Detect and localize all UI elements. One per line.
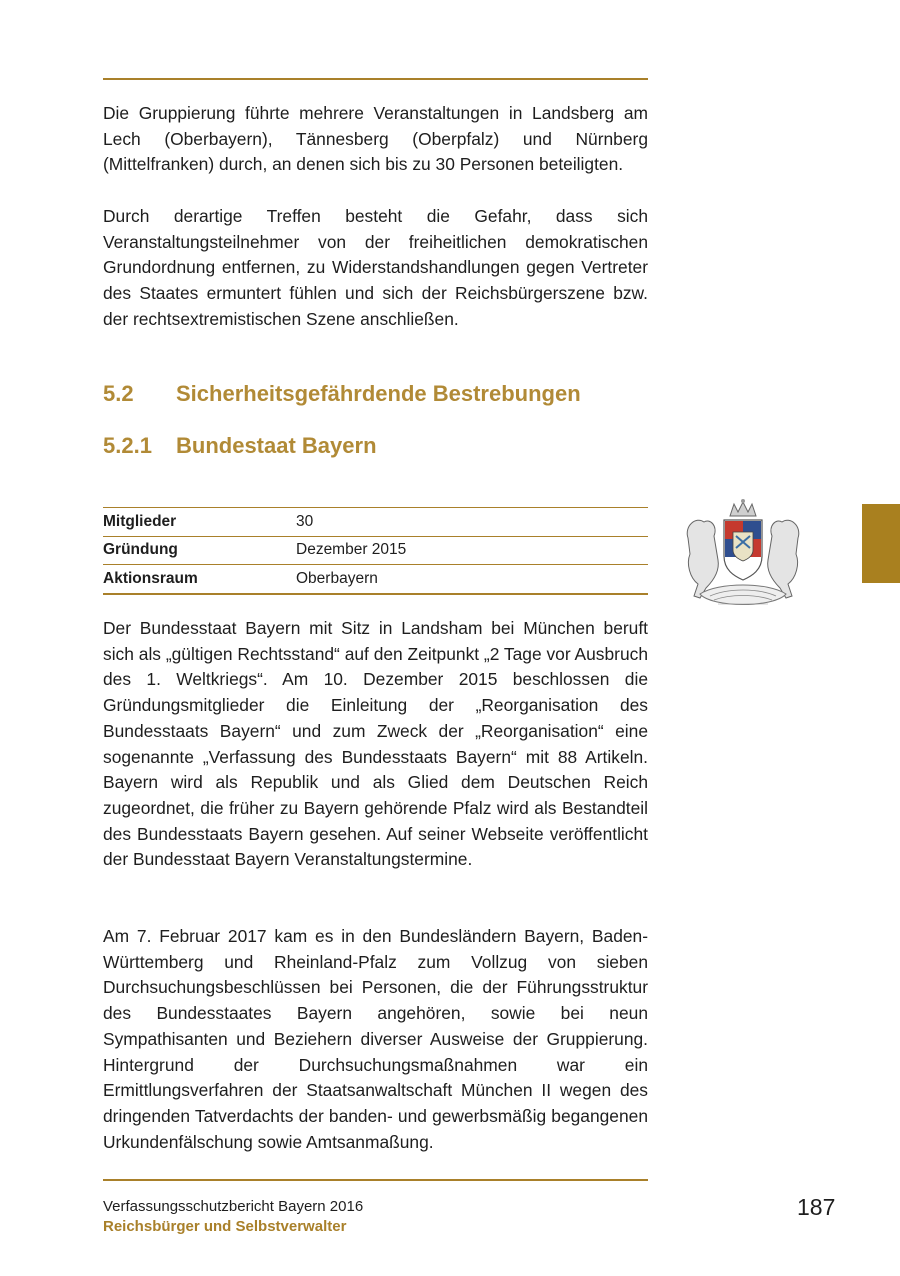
facts-table bbox=[103, 507, 648, 595]
paragraph-4: Am 7. Februar 2017 kam es in den Bundesländern Bayern, Baden-Württemberg und Rheinland-Pfalz zum Vollzug von sieben Durchsuchungsbeschlüssen bei Personen, die der Führungsstruktur des Bundesstaates Bayern angehören, sowie bei neun Sympathisanten und Beziehern diverser Ausweise der Gruppierung. Hintergrund der Durchsuchungsmaßnahmen war ein Ermittlungsverfahren der Staatsanwaltschaft München II wegen des dringenden Tatverdachts der banden- und gewerbsmäßig begangenen Urkundenfälschung sowie Amtsanmaßung. bbox=[103, 926, 648, 1152]
section-tab-marker bbox=[862, 504, 900, 583]
facts-value: Dezember 2015 bbox=[296, 541, 407, 559]
section-heading-5-2 bbox=[103, 381, 581, 407]
facts-value: 30 bbox=[296, 512, 314, 530]
facts-row-founding bbox=[103, 536, 648, 565]
subsection-title: Bundestaat Bayern bbox=[176, 433, 377, 458]
paragraph-2: Durch derartige Treffen besteht die Gefahr, dass sich Veranstaltungsteilnehmer von der freiheitlichen demokratischen Grundordnung entfernen, zu Widerstandshandlungen gegen Vertreter des Staates ermuntert fühlen und sich der Reichsbürgerszene bzw. der rechtsextremistischen Szene anschließen. bbox=[103, 206, 648, 329]
facts-label: Mitglieder bbox=[103, 512, 177, 530]
section-heading-5-2-1 bbox=[103, 433, 377, 459]
footer-chapter: Reichsbürger und Selbstverwalter bbox=[103, 1218, 347, 1235]
subsection-number: 5.2.1 bbox=[103, 433, 152, 458]
section-number: 5.2 bbox=[103, 381, 134, 406]
bottom-rule bbox=[103, 1179, 648, 1181]
paragraph-1: Die Gruppierung führte mehrere Veranstaltungen in Landsberg am Lech (Oberbayern), Tännesberg (Oberpfalz) und Nürnberg (Mittelfranken) durch, an denen sich bis zu 30 Personen beteiligten. bbox=[103, 103, 648, 175]
facts-value: Oberbayern bbox=[296, 569, 378, 587]
facts-label: Gründung bbox=[103, 541, 178, 559]
coat-of-arms-icon bbox=[678, 498, 808, 614]
facts-row-area bbox=[103, 564, 648, 595]
facts-row-members bbox=[103, 507, 648, 536]
section-title: Sicherheitsgefährdende Bestrebungen bbox=[176, 381, 581, 406]
top-rule bbox=[103, 78, 648, 80]
facts-label: Aktionsraum bbox=[103, 569, 198, 587]
footer-publication: Verfassungsschutzbericht Bayern 2016 bbox=[103, 1198, 364, 1215]
page-number: 187 bbox=[797, 1194, 836, 1220]
paragraph-3: Der Bundesstaat Bayern mit Sitz in Landsham bei München beruft sich als „gültigen Rechtsstand“ auf den Zeitpunkt „2 Tage vor Ausbruch des 1. Weltkriegs“. Am 10. Dezember 2015 beschlossen die Gründungsmitglieder die Einleitung der „Reorganisation des Bundesstaats Bayern“ und zum Zweck der „Reorganisation“ eine sogenannte „Verfassung des Bundesstaats Bayern“ mit 88 Artikeln. Bayern wird als Republik und als Glied dem Deutschen Reich zugeordnet, die früher zu Bayern gehörende Pfalz wird als Bestandteil des Bundesstaats Bayern gesehen. Auf seiner Webseite veröffentlicht der Bundesstaat Bayern Veranstaltungstermine. bbox=[103, 618, 648, 870]
